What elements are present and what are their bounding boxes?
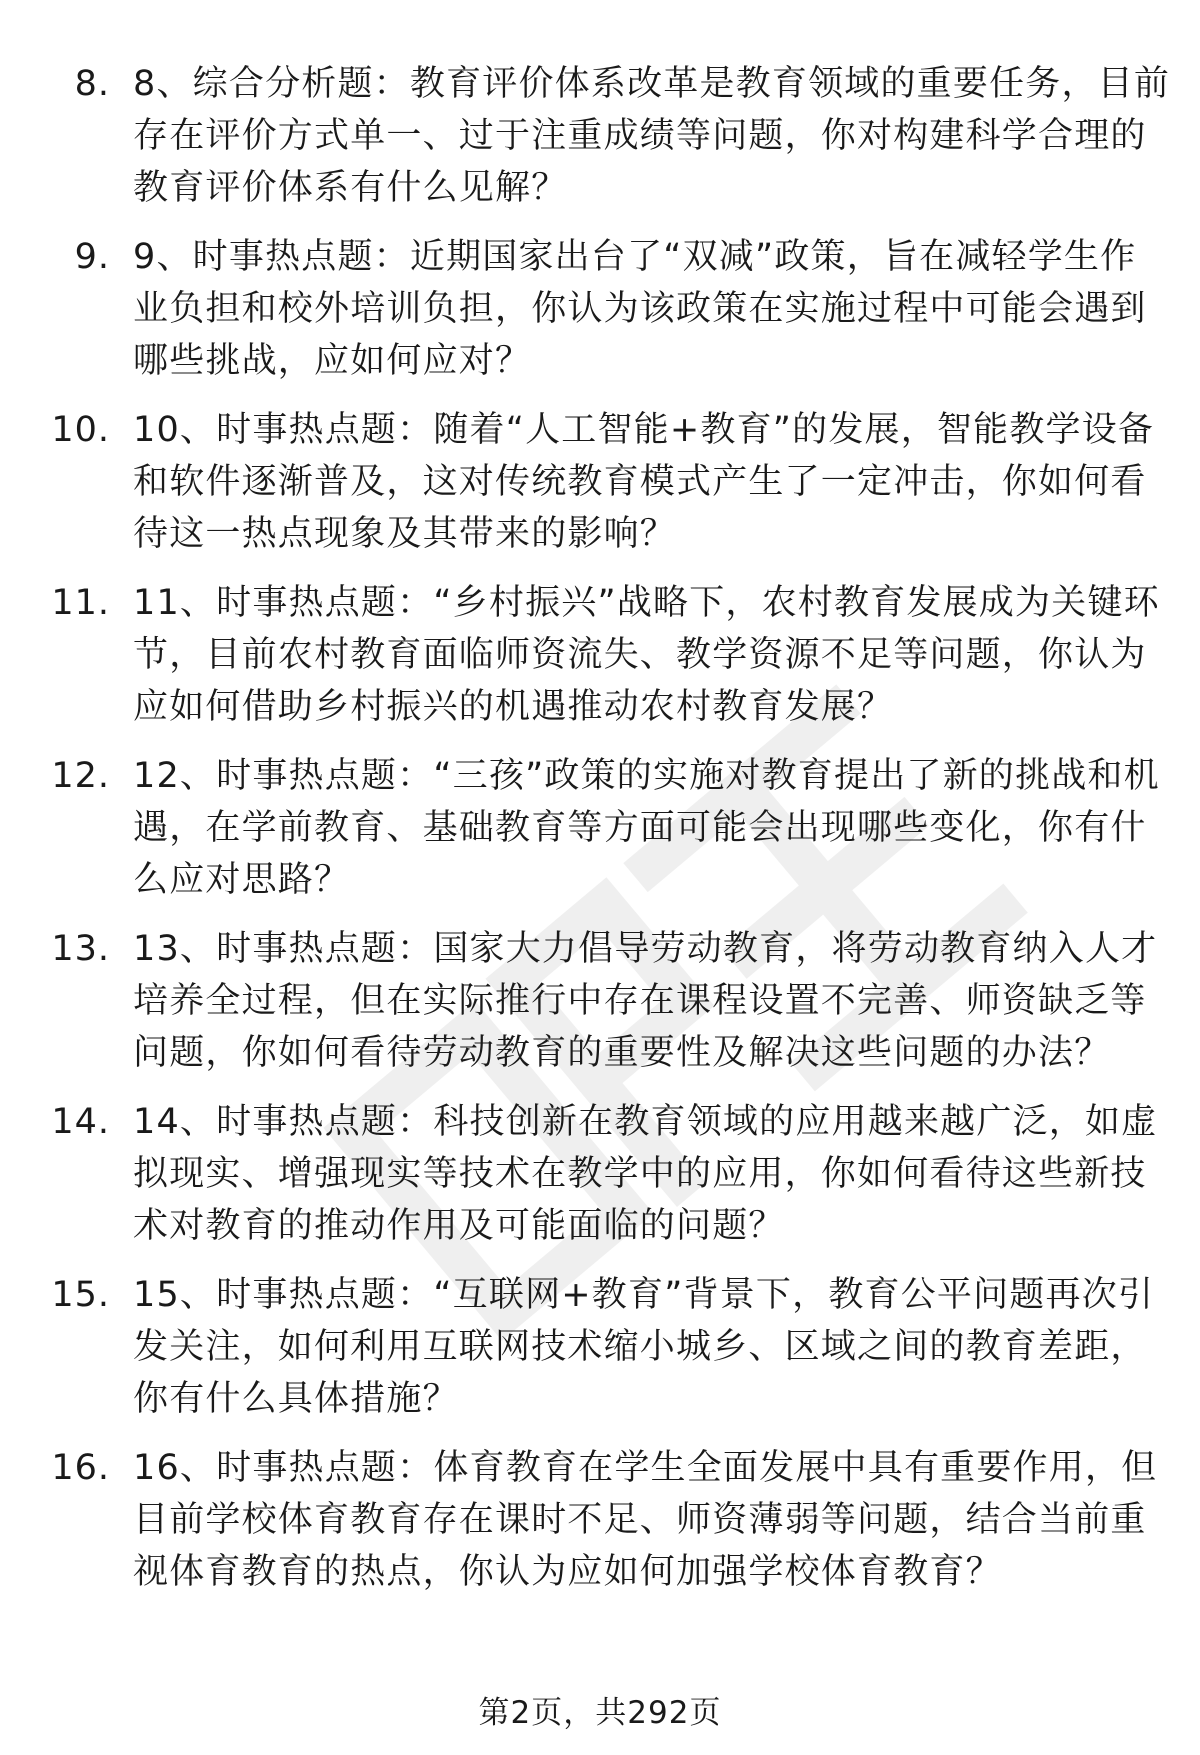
- question-number: 11.: [51, 583, 110, 623]
- question-item: [0, 577, 1200, 750]
- question-item: [0, 58, 1200, 231]
- question-text: 12、时事热点题：“三孩”政策的实施对教育提出了新的挑战和机遇，在学前教育、基础教育等方面可能会出现哪些变化，你有什么应对思路？: [133, 756, 1160, 900]
- question-text: 8、综合分析题：教育评价体系改革是教育领域的重要任务，目前存在评价方式单一、过于注重成绩等问题，你对构建科学合理的教育评价体系有什么见解？: [133, 64, 1171, 208]
- question-number: 16.: [51, 1448, 110, 1488]
- question-number: 15.: [51, 1275, 110, 1315]
- question-number: 12.: [51, 756, 110, 796]
- question-text: 9、时事热点题：近期国家出台了“双减”政策，旨在减轻学生作业负担和校外培训负担，你认为该政策在实施过程中可能会遇到哪些挑战，应如何应对？: [133, 237, 1147, 381]
- question-text: 13、时事热点题：国家大力倡导劳动教育，将劳动教育纳入人才培养全过程，但在实际推行中存在课程设置不完善、师资缺乏等问题，你如何看待劳动教育的重要性及解决这些问题的办法？: [133, 929, 1158, 1073]
- question-item: [0, 750, 1200, 923]
- question-number: 8.: [74, 64, 110, 104]
- question-text: 14、时事热点题：科技创新在教育领域的应用越来越广泛，如虚拟现实、增强现实等技术在教学中的应用，你如何看待这些新技术对教育的推动作用及可能面临的问题？: [133, 1102, 1158, 1246]
- question-text: 15、时事热点题：“互联网+教育”背景下，教育公平问题再次引发关注，如何利用互联网技术缩小城乡、区域之间的教育差距，你有什么具体措施？: [133, 1275, 1155, 1419]
- question-number: 9.: [74, 237, 110, 277]
- question-number: 13.: [51, 929, 110, 969]
- question-text: 16、时事热点题：体育教育在学生全面发展中具有重要作用，但目前学校体育教育存在课时不足、师资薄弱等问题，结合当前重视体育教育的热点，你认为应如何加强学校体育教育？: [133, 1448, 1158, 1592]
- page-footer: 第2页，共292页: [478, 1695, 722, 1731]
- question-item: [0, 923, 1200, 1096]
- question-item: [0, 231, 1200, 404]
- question-number: 14.: [51, 1102, 110, 1142]
- question-item: [0, 1096, 1200, 1269]
- question-text: 10、时事热点题：随着“人工智能+教育”的发展，智能教学设备和软件逐渐普及，这对传统教育模式产生了一定冲击，你如何看待这一热点现象及其带来的影响？: [133, 410, 1155, 554]
- question-item: [0, 1269, 1200, 1442]
- question-item: [0, 404, 1200, 577]
- question-list: [0, 58, 1200, 1615]
- question-text: 11、时事热点题：“乡村振兴”战略下，农村教育发展成为关键环节，目前农村教育面临师资流失、教学资源不足等问题，你认为应如何借助乡村振兴的机遇推动农村教育发展？: [133, 583, 1160, 727]
- question-item: [0, 1442, 1200, 1615]
- question-number: 10.: [51, 410, 110, 450]
